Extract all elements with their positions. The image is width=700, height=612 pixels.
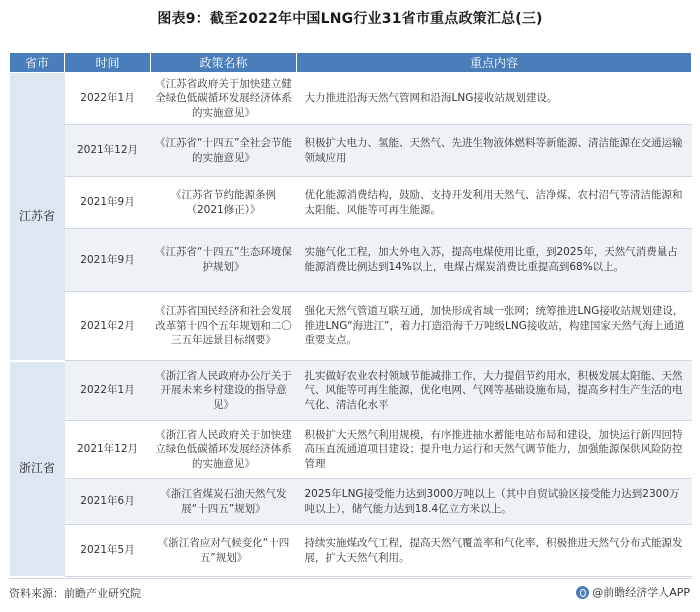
content-cell: 优化能源消费结构，鼓励、支持开发利用天然气、洁净煤、农村沼气等清洁能源和太阳能、风能等可再生能源。	[297, 177, 692, 229]
table-row	[10, 73, 692, 125]
date-cell: 2021年2月	[65, 292, 151, 361]
policy-name-cell: 《浙江省应对气候变化“十四五”规划》	[151, 525, 297, 577]
content-cell: 大力推进沿海天然气管网和沿海LNG接收站规划建设。	[297, 73, 692, 125]
header-content: 重点内容	[297, 53, 692, 73]
province-cell: 浙江省	[10, 361, 65, 577]
content-cell: 扎实做好农业农村领域节能减排工作，大力提倡节约用水，积极发展太阳能、天然气、风能等可再生能源，优化电网、气网等基础设施布局，提高乡村生产生活的电气化、清洁化水平	[297, 361, 692, 421]
brand-logo-icon	[576, 586, 589, 599]
header-province: 省市	[10, 53, 65, 73]
table-row	[10, 229, 692, 292]
footer-divider	[9, 578, 691, 579]
date-cell: 2021年12月	[65, 421, 151, 479]
policy-name-cell: 《浙江省人民政府关于加快建立绿色低碳循环发展经济体系的实施意见》	[151, 421, 297, 479]
header-date: 时间	[65, 53, 151, 73]
date-cell: 2021年9月	[65, 177, 151, 229]
table-row	[10, 479, 692, 525]
policy-table	[9, 52, 692, 578]
content-cell: 2025年LNG接受能力达到3000万吨以上（其中自贸试验区接受能力达到2300万吨以上），储气能力达到18.4亿立方米以上。	[297, 479, 692, 525]
content-cell: 积极扩大天然气利用规模，有序推进抽水蓄能电站布局和建设，加快运行新四回特高压直流通道项目建设；提升电力运行和天然气调节能力，加强能源保供风险防控管理	[297, 421, 692, 479]
table-row	[10, 525, 692, 577]
content-cell: 持续实施煤改气工程，提高天然气覆盖率和气化率，积极推进天然气分布式能源发展，扩大天然气利用。	[297, 525, 692, 577]
table-row	[10, 125, 692, 177]
content-cell: 强化天然气管道互联互通，加快形成省域一张网；统筹推进LNG接收站规划建设，推进LNG“海进江”，着力打造沿海千万吨级LNG接收站，构建国家天然气海上通道重要支点。	[297, 292, 692, 361]
table-row	[10, 292, 692, 361]
date-cell: 2021年6月	[65, 479, 151, 525]
policy-name-cell: 《浙江省人民政府办公厅关于开展未来乡村建设的指导意见》	[151, 361, 297, 421]
brand-text: @前瞻经济学人APP	[592, 586, 690, 599]
table-header-row	[10, 53, 692, 73]
brand-credit	[576, 584, 690, 600]
policy-name-cell: 《浙江省煤炭石油天然气发展“十四五”规划》	[151, 479, 297, 525]
province-cell: 江苏省	[10, 73, 65, 361]
date-cell: 2021年9月	[65, 229, 151, 292]
policy-name-cell: 《江苏省“十四五”生态环境保护规划》	[151, 229, 297, 292]
content-cell: 积极扩大电力、氢能、天然气、先进生物液体燃料等新能源、清洁能源在交通运输领域应用	[297, 125, 692, 177]
table-row	[10, 421, 692, 479]
policy-name-cell: 《江苏省节约能源条例（2021修正）》	[151, 177, 297, 229]
date-cell: 2021年5月	[65, 525, 151, 577]
policy-name-cell: 《江苏省“十四五”全社会节能的实施意见》	[151, 125, 297, 177]
source-note: 资料来源：前瞻产业研究院	[9, 587, 141, 600]
header-name: 政策名称	[151, 53, 297, 73]
table-row	[10, 361, 692, 421]
date-cell: 2022年1月	[65, 73, 151, 125]
figure-title: 图表9：截至2022年中国LNG行业31省市重点政策汇总(三)	[157, 11, 543, 27]
date-cell: 2022年1月	[65, 361, 151, 421]
policy-name-cell: 《江苏省国民经济和社会发展改革第十四个五年规划和二〇三五年远景目标纲要》	[151, 292, 297, 361]
date-cell: 2021年12月	[65, 125, 151, 177]
content-cell: 实施气化工程，加大外电入苏，提高电煤使用比重，到2025年，天然气消费量占能源消费比例达到14%以上，电煤占煤炭消费比重提高到68%以上。	[297, 229, 692, 292]
policy-name-cell: 《江苏省政府关于加快建立健全绿色低碳循环发展经济体系的实施意见》	[151, 73, 297, 125]
table-row	[10, 177, 692, 229]
